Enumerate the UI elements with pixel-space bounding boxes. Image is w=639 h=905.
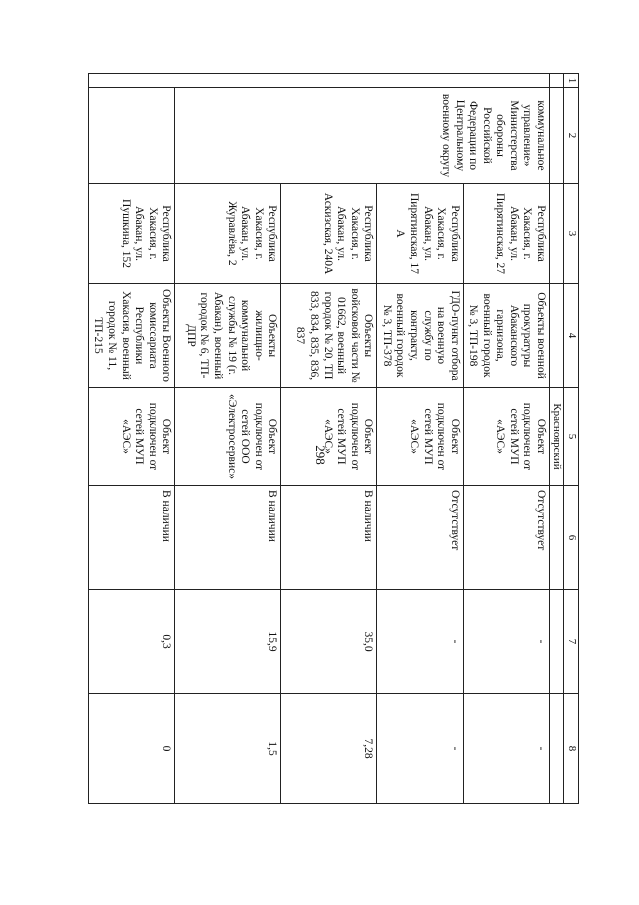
page-number: 298: [313, 445, 328, 465]
connection-cell: Объект подключен от сетей МУП «АЭС»: [88, 388, 174, 486]
availability-cell: Отсутствует: [377, 486, 463, 590]
col-number-6: 6: [564, 486, 579, 590]
table-cell: [550, 184, 564, 284]
region-row: [550, 74, 564, 804]
object-cell: Объекты жилищно-коммунальной службы № 19 (г. Абакан), военный городок № 6, ТП-ДПР: [175, 284, 281, 388]
col7-cell: 15,9: [175, 590, 281, 694]
table-cell: [550, 590, 564, 694]
col-number-7: 7: [564, 590, 579, 694]
col-number-5: 5: [564, 388, 579, 486]
address-cell: Республика Хакасия, г. Абакан, ул. Пушкина, 152: [88, 184, 174, 284]
availability-cell: В наличии: [175, 486, 281, 590]
table-cell: [550, 74, 564, 88]
availability-cell: Отсутствует: [463, 486, 549, 590]
table-cell: [550, 694, 564, 804]
col8-cell: -: [377, 694, 463, 804]
address-cell: Республика Хакасия, г. Абакан, ул. Журавлёва, 2: [175, 184, 281, 284]
object-cell: Объекты Военного комиссариата Республики Хакасия, военный городок № 11, ТП-215: [88, 284, 174, 388]
data-table: [88, 73, 579, 804]
col8-cell: 7,28: [281, 694, 377, 804]
rotated-table-container: [92, 73, 579, 803]
availability-cell: В наличии: [88, 486, 174, 590]
object-cell: Объекты войсковой части № 01662, военный городок № 20, ТП 833, 834, 835, 836, 837: [281, 284, 377, 388]
col7-cell: 0,3: [88, 590, 174, 694]
address-cell: Республика Хакасия, г. Абакан, ул. Пирятинская, 27: [463, 184, 549, 284]
table-row: [88, 74, 174, 804]
address-cell: Республика Хакасия, г. Абакан, ул. Пирятинская, 17 А: [377, 184, 463, 284]
col7-cell: -: [463, 590, 549, 694]
col-number-8: 8: [564, 694, 579, 804]
col-number-1: 1: [564, 74, 579, 88]
column-number-row: [564, 74, 579, 804]
object-cell: ГДО-пункт отбора на военную службу по контракту, военный городок № 3, ТП-378: [377, 284, 463, 388]
region-cell: Красноярский: [550, 388, 564, 486]
address-cell: Республика Хакасия, г. Абакан, ул. Аскизская, 240А: [281, 184, 377, 284]
col-number-4: 4: [564, 284, 579, 388]
table-row: [175, 74, 281, 804]
table-row: [281, 74, 377, 804]
table-cell: [88, 88, 174, 184]
table-row: [377, 74, 463, 804]
connection-cell: Объект подключен от сетей МУП «АЭС»: [463, 388, 549, 486]
object-cell: Объекты военной прокуратуры Абаканского гарнизона, военный городок № 3, ТП-198: [463, 284, 549, 388]
connection-cell: Объект подключен от сетей МУП «АЭС»: [281, 388, 377, 486]
col8-cell: 1,5: [175, 694, 281, 804]
table-cell: [550, 88, 564, 184]
table-cell: [88, 74, 549, 88]
table-cell: [550, 284, 564, 388]
table-row: [463, 74, 549, 804]
col7-cell: -: [377, 590, 463, 694]
owner-cell: коммунальное управление» Министерства обороны Российской Федерации по Центральному военному округу: [175, 88, 550, 184]
col8-cell: -: [463, 694, 549, 804]
connection-cell: Объект подключен от сетей МУП «АЭС»: [377, 388, 463, 486]
col-number-2: 2: [564, 88, 579, 184]
table-cell: [550, 486, 564, 590]
connection-cell: Объект подключен от сетей ООО «Электросервис»: [175, 388, 281, 486]
col7-cell: 35,0: [281, 590, 377, 694]
col-number-3: 3: [564, 184, 579, 284]
col8-cell: 0: [88, 694, 174, 804]
availability-cell: В наличии: [281, 486, 377, 590]
